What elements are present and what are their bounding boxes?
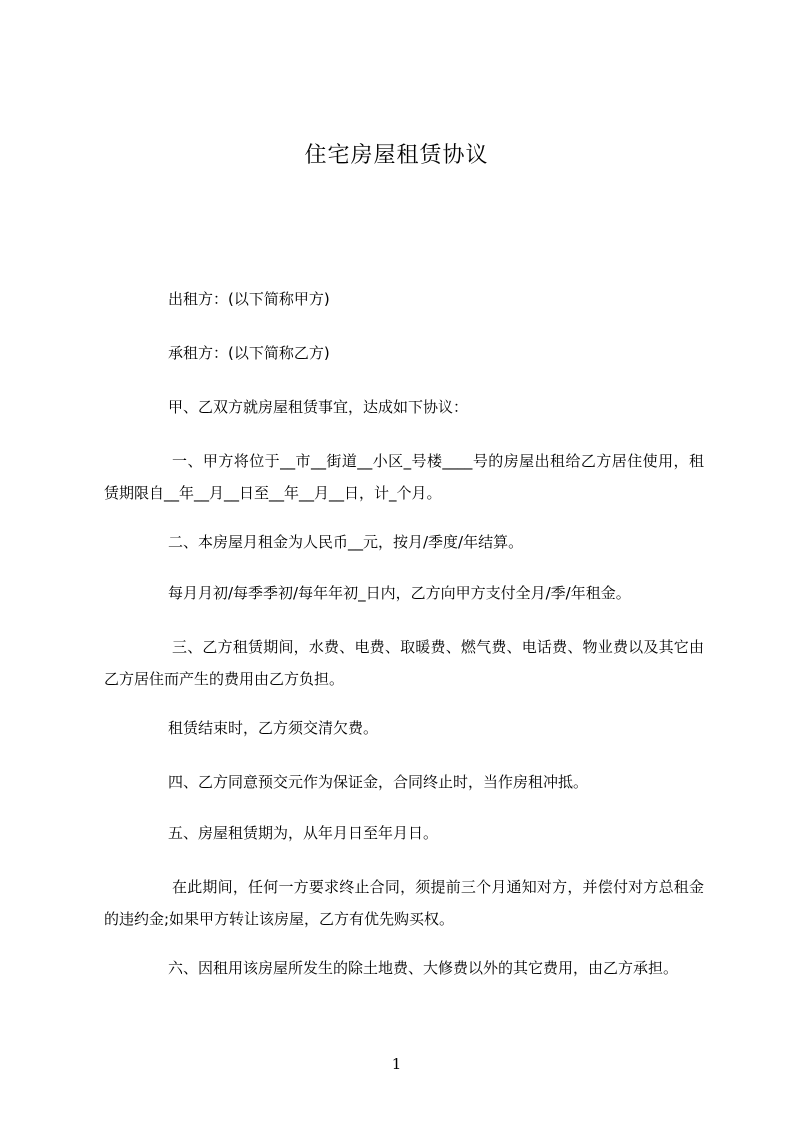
agreement-intro: 甲、乙双方就房屋租赁事宜，达成如下协议： [168,398,469,416]
lessor-line: 出租方：(以下简称甲方) [168,290,330,308]
lessee-line: 承租方：(以下简称乙方) [168,344,330,362]
clause-4: 四、乙方同意预交元作为保证金，合同终止时，当作房租冲抵。 [168,773,589,791]
clause-3: 三、乙方租赁期间，水费、电费、取暖费、燃气费、电话费、物业费以及其它由乙方居住而产生的费用由乙方负担。 [104,638,704,688]
page-number: 1 [391,1055,402,1073]
clause-5-termination: 在此期间，任何一方要求终止合同，须提前三个月通知对方，并偿付对方总租金的违约金;如果甲方转让该房屋，乙方有优先购买权。 [104,878,704,928]
clause-6: 六、因租用该房屋所发生的除土地费、大修费以外的其它费用，由乙方承担。 [168,959,679,977]
document-title: 住宅房屋租赁协议 [304,143,489,168]
clause-2-payment: 每月月初/每季季初/每年年初_日内，乙方向甲方支付全月/季/年租金。 [168,584,631,602]
clause-2: 二、本房屋月租金为人民币__元，按月/季度/年结算。 [168,533,524,551]
clause-1: 一、甲方将位于__市__街道__小区_号楼____号的房屋出租给乙方居住使用，租赁期限自__年__月__日至__年__月__日，计_个月。 [104,452,704,502]
clause-5: 五、房屋租赁期为，从年月日至年月日。 [168,824,439,842]
clause-3-settlement: 租赁结束时，乙方须交清欠费。 [168,719,379,737]
